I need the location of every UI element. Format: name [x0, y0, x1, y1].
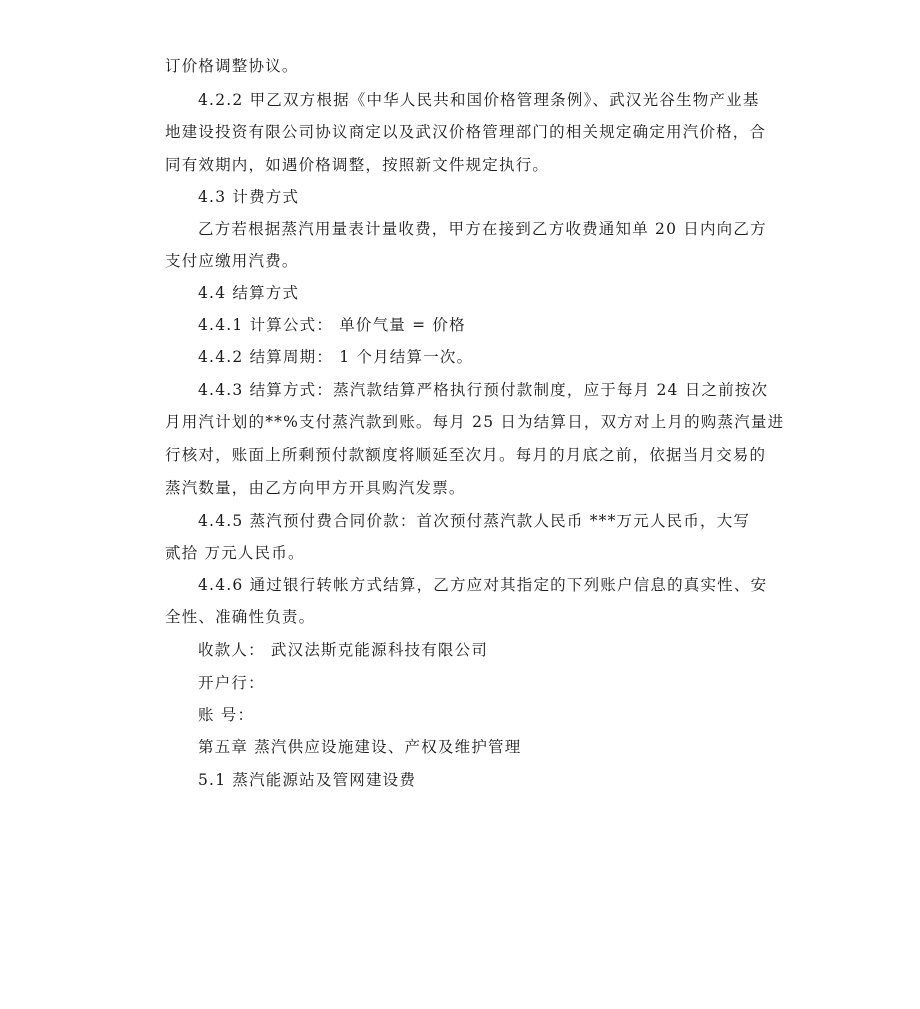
section-heading: 4.3 计费方式 — [198, 188, 300, 206]
text-line: 蒸汽数量，由乙方向甲方开具购汽发票。 — [165, 479, 466, 497]
text-line: 乙方若根据蒸汽用量表计量收费，甲方在接到乙方收费通知单 20 日内向乙方 — [198, 220, 767, 238]
text-line: 月用汽计划的**%支付蒸汽款到账。每月 25 日为结算日，双方对上月的购蒸汽量进 — [165, 413, 785, 431]
text-line: 4.4.6 通过银行转帐方式结算，乙方应对其指定的下列账户信息的真实性、安 — [198, 576, 768, 594]
text-line: 支付应缴用汽费。 — [165, 252, 299, 270]
bank-line: 开户行： — [198, 674, 265, 692]
text-line: 全性、准确性负责。 — [165, 608, 316, 626]
account-line: 账 号： — [198, 706, 255, 724]
text-line: 4.4.1 计算公式： 单价气量 = 价格 — [198, 316, 466, 334]
text-line: 行核对，账面上所剩预付款额度将顺延至次月。每月的月底之前，依据当月交易的 — [165, 446, 767, 464]
text-line: 贰拾 万元人民币。 — [165, 544, 305, 562]
text-line: 4.4.5 蒸汽预付费合同价款：首次预付蒸汽款人民币 ***万元人民币，大写 — [198, 512, 751, 530]
text-line: 4.4.3 结算方式：蒸汽款结算严格执行预付款制度，应于每月 24 日之前按次 — [198, 381, 769, 399]
payee-line: 收款人： 武汉法斯克能源科技有限公司 — [198, 641, 489, 659]
section-heading: 5.1 蒸汽能源站及管网建设费 — [198, 771, 417, 789]
section-heading: 4.4 结算方式 — [198, 284, 300, 302]
text-line: 4.4.2 结算周期： 1 个月结算一次。 — [198, 348, 474, 366]
text-line: 订价格调整协议。 — [165, 57, 299, 75]
text-line: 4.2.2 甲乙双方根据《中华人民共和国价格管理条例》、武汉光谷生物产业基 — [198, 91, 760, 109]
text-line: 地建设投资有限公司协议商定以及武汉价格管理部门的相关规定确定用汽价格，合 — [165, 123, 767, 141]
text-line: 同有效期内，如遇价格调整，按照新文件规定执行。 — [165, 156, 550, 174]
chapter-heading: 第五章 蒸汽供应设施建设、产权及维护管理 — [198, 738, 522, 756]
